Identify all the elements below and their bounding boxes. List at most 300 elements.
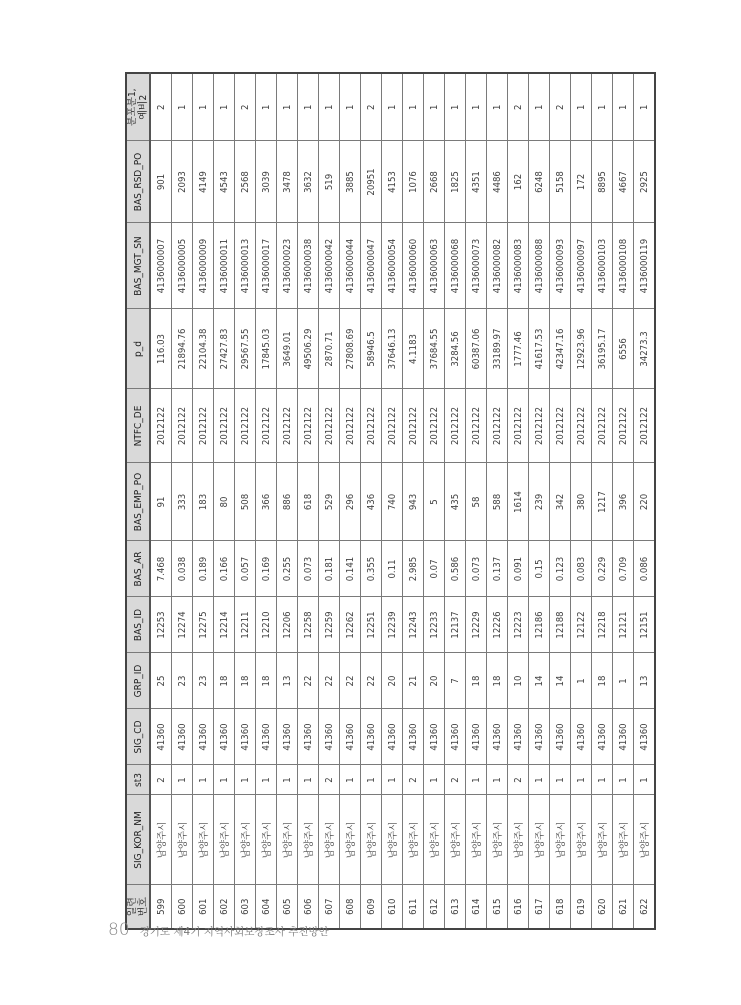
table-cell: 5 [424,463,445,541]
table-cell: 남양주시 [613,795,634,885]
table-cell: 1 [277,73,298,141]
table-cell: 34273.3 [634,309,656,389]
table-row [172,73,193,929]
table-cell: 4136000047 [361,223,382,309]
table-cell: 23 [193,653,214,709]
table-cell: 619 [571,885,592,929]
table-cell: 2 [235,73,256,141]
table-cell: 0.11 [382,541,403,597]
table-cell: 18 [592,653,613,709]
table-cell: 12229 [466,597,487,653]
table-cell: 4136000119 [634,223,656,309]
table-cell: 33189.97 [487,309,508,389]
table-cell: 1 [193,73,214,141]
table-cell: 1825 [445,141,466,223]
table-cell: 599 [150,885,172,929]
table-cell: 41360 [382,709,403,765]
table-cell: 2012122 [340,389,361,463]
table-cell: 4136000005 [172,223,193,309]
table-cell: 37646.13 [382,309,403,389]
table-cell: 남양주시 [424,795,445,885]
table-cell: 0.189 [193,541,214,597]
table-cell: 1 [319,73,340,141]
table-cell: 2 [508,765,529,795]
table-cell: 529 [319,463,340,541]
table-cell: 4486 [487,141,508,223]
table-cell: 4136000082 [487,223,508,309]
table-cell: 1 [277,765,298,795]
column-header: SIG_CD [126,709,150,765]
table-cell: 620 [592,885,613,929]
table-cell: 1 [613,765,634,795]
table-cell: 1 [298,73,319,141]
table-cell: 2 [403,765,424,795]
rotated-table-container [125,74,651,930]
table-cell: 1 [487,765,508,795]
table-row [256,73,277,929]
table-cell: 0.255 [277,541,298,597]
table-cell: 14 [529,653,550,709]
table-cell: 남양주시 [529,795,550,885]
table-cell: 12275 [193,597,214,653]
table-cell: 1777.46 [508,309,529,389]
table-cell: 342 [550,463,571,541]
table-cell: 1 [172,765,193,795]
table-cell: 2668 [424,141,445,223]
table-cell: 41360 [487,709,508,765]
table-row [382,73,403,929]
table-cell: 41360 [466,709,487,765]
table-cell: 2012122 [235,389,256,463]
table-row [571,73,592,929]
table-cell: 2 [361,73,382,141]
table-cell: 7.468 [150,541,172,597]
table-cell: 1 [571,765,592,795]
table-cell: 604 [256,885,277,929]
table-cell: 0.038 [172,541,193,597]
table-cell: 4136000073 [466,223,487,309]
table-cell: 남양주시 [319,795,340,885]
column-header: GRP_ID [126,653,150,709]
column-header: BAS_AR [126,541,150,597]
table-cell: 617 [529,885,550,929]
table-cell: 616 [508,885,529,929]
table-cell: 1 [340,73,361,141]
table-cell: 239 [529,463,550,541]
table-cell: 7 [445,653,466,709]
table-cell: 13 [277,653,298,709]
column-header: 일련 번호 [126,885,150,929]
table-cell: 12210 [256,597,277,653]
table-cell: 41360 [634,709,656,765]
table-cell: 22104.38 [193,309,214,389]
table-cell: 60387.06 [466,309,487,389]
table-cell: 2012122 [571,389,592,463]
table-cell: 12923.96 [571,309,592,389]
table-cell: 1 [613,653,634,709]
table-cell: 588 [487,463,508,541]
table-cell: 2012122 [382,389,403,463]
table-cell: 4136000011 [214,223,235,309]
table-cell: 91 [150,463,172,541]
table-cell: 621 [613,885,634,929]
table-cell: 2012122 [592,389,613,463]
table-cell: 607 [319,885,340,929]
table-cell: 2012122 [424,389,445,463]
table-cell: 1 [550,765,571,795]
table-cell: 508 [235,463,256,541]
table-cell: 622 [634,885,656,929]
table-cell: 609 [361,885,382,929]
table-cell: 220 [634,463,656,541]
table-cell: 1 [214,73,235,141]
table-cell: 4136000009 [193,223,214,309]
table-cell: 886 [277,463,298,541]
table-cell: 41360 [613,709,634,765]
table-cell: 0.586 [445,541,466,597]
table-cell: 12218 [592,597,613,653]
table-cell: 22 [340,653,361,709]
table-cell: 12251 [361,597,382,653]
table-row [403,73,424,929]
column-header: BAS_ID [126,597,150,653]
table-cell: 1 [634,73,656,141]
table-cell: 2012122 [466,389,487,463]
table-cell: 4136000023 [277,223,298,309]
table-cell: 20 [382,653,403,709]
table-cell: 1 [592,73,613,141]
table-cell: 1 [298,765,319,795]
table-cell: 41360 [340,709,361,765]
table-row [319,73,340,929]
table-cell: 0.07 [424,541,445,597]
table-cell: 2 [508,73,529,141]
table-cell: 614 [466,885,487,929]
table-cell: 남양주시 [508,795,529,885]
table-cell: 2012122 [613,389,634,463]
table-cell: 1 [634,765,656,795]
table-cell: 20 [424,653,445,709]
table-cell: 21894.76 [172,309,193,389]
table-cell: 남양주시 [256,795,277,885]
table-cell: 2012122 [298,389,319,463]
table-cell: 12262 [340,597,361,653]
table-cell: 4136000103 [592,223,613,309]
table-cell: 12233 [424,597,445,653]
table-cell: 남양주시 [172,795,193,885]
table-row [445,73,466,929]
table-cell: 12274 [172,597,193,653]
table-cell: 1 [424,765,445,795]
table-cell: 2093 [172,141,193,223]
table-cell: 27808.69 [340,309,361,389]
table-cell: 2012122 [508,389,529,463]
table-cell: 1 [256,73,277,141]
table-cell: 0.181 [319,541,340,597]
table-cell: 남양주시 [571,795,592,885]
table-row [214,73,235,929]
table-cell: 22 [319,653,340,709]
table-cell: 1 [172,73,193,141]
table-cell: 22 [361,653,382,709]
table-row [487,73,508,929]
table-cell: 41360 [550,709,571,765]
table-cell: 41360 [277,709,298,765]
table-cell: 0.355 [361,541,382,597]
table-cell: 1 [361,765,382,795]
table-cell: 남양주시 [298,795,319,885]
table-cell: 2870.71 [319,309,340,389]
table-cell: 2012122 [172,389,193,463]
table-cell: 20951 [361,141,382,223]
table-cell: 18 [256,653,277,709]
table-cell: 5158 [550,141,571,223]
table-cell: 1 [382,765,403,795]
table-cell: 4136000017 [256,223,277,309]
table-cell: 18 [487,653,508,709]
table-body [150,73,655,929]
table-cell: 605 [277,885,298,929]
table-cell: 601 [193,885,214,929]
table-cell: 12122 [571,597,592,653]
table-cell: 2925 [634,141,656,223]
table-cell: 37684.55 [424,309,445,389]
table-cell: 603 [235,885,256,929]
table-cell: 4136000088 [529,223,550,309]
table-cell: 6248 [529,141,550,223]
table-cell: 남양주시 [193,795,214,885]
table-cell: 901 [150,141,172,223]
table-cell: 42347.16 [550,309,571,389]
table-cell: 남양주시 [466,795,487,885]
table-cell: 366 [256,463,277,541]
table-cell: 3632 [298,141,319,223]
table-cell: 41360 [403,709,424,765]
table-cell: 4136000038 [298,223,319,309]
table-cell: 2012122 [529,389,550,463]
column-header: st3 [126,765,150,795]
table-cell: 남양주시 [340,795,361,885]
table-cell: 0.091 [508,541,529,597]
table-cell: 612 [424,885,445,929]
column-header: BAS_MGT_SN [126,223,150,309]
table-cell: 1076 [403,141,424,223]
table-cell: 21 [403,653,424,709]
table-cell: 0.166 [214,541,235,597]
table-cell: 4543 [214,141,235,223]
table-cell: 41360 [193,709,214,765]
table-cell: 41360 [235,709,256,765]
table-cell: 12121 [613,597,634,653]
table-cell: 25 [150,653,172,709]
table-row [150,73,172,929]
table-cell: 41360 [256,709,277,765]
table-cell: 남양주시 [361,795,382,885]
table-cell: 12253 [150,597,172,653]
table-cell: 4.1183 [403,309,424,389]
table-cell: 0.086 [634,541,656,597]
table-cell: 41360 [319,709,340,765]
table-cell: 3039 [256,141,277,223]
table-cell: 4136000108 [613,223,634,309]
table-cell: 943 [403,463,424,541]
table-cell: 41360 [214,709,235,765]
column-header: BAS_EMP_PO [126,463,150,541]
table-cell: 29567.55 [235,309,256,389]
table-cell: 12211 [235,597,256,653]
table-cell: 4149 [193,141,214,223]
table-cell: 1 [529,73,550,141]
table-cell: 611 [403,885,424,929]
column-header: SIG_KOR_NM [126,795,150,885]
table-cell: 12151 [634,597,656,653]
table-cell: 남양주시 [150,795,172,885]
table-cell: 602 [214,885,235,929]
table-cell: 333 [172,463,193,541]
table-cell: 4136000054 [382,223,403,309]
table-cell: 606 [298,885,319,929]
table-row [508,73,529,929]
table-cell: 2 [550,73,571,141]
table-cell: 4351 [466,141,487,223]
table-cell: 0.169 [256,541,277,597]
table-cell: 618 [550,885,571,929]
table-cell: 2 [319,765,340,795]
table-cell: 4136000097 [571,223,592,309]
table-cell: 3649.01 [277,309,298,389]
table-cell: 18 [214,653,235,709]
table-cell: 4136000007 [150,223,172,309]
table-cell: 0.709 [613,541,634,597]
table-cell: 1 [445,73,466,141]
page-number: 80 [108,920,130,940]
table-cell: 41360 [529,709,550,765]
table-cell: 2012122 [256,389,277,463]
table-row [340,73,361,929]
table-cell: 1 [235,765,256,795]
table-cell: 4136000044 [340,223,361,309]
table-cell: 2.985 [403,541,424,597]
footer-title: 경기도 제4기 지역사회보장조사 추진방안 [139,926,329,938]
table-cell: 1 [403,73,424,141]
table-cell: 41360 [298,709,319,765]
table-cell: 2012122 [277,389,298,463]
table-cell: 0.123 [550,541,571,597]
table-cell: 8895 [592,141,613,223]
table-cell: 18 [466,653,487,709]
table-row [592,73,613,929]
column-header: p_d [126,309,150,389]
table-cell: 4667 [613,141,634,223]
table-row [529,73,550,929]
table-cell: 22 [298,653,319,709]
table-cell: 1 [466,765,487,795]
table-cell: 3885 [340,141,361,223]
table-cell: 14 [550,653,571,709]
table-cell: 남양주시 [550,795,571,885]
table-cell: 2012122 [550,389,571,463]
table-header-row [126,73,150,929]
table-cell: 남양주시 [634,795,656,885]
table-cell: 12258 [298,597,319,653]
table-cell: 1 [613,73,634,141]
table-cell: 380 [571,463,592,541]
table-cell: 2012122 [361,389,382,463]
table-cell: 1217 [592,463,613,541]
table-cell: 610 [382,885,403,929]
table-cell: 12239 [382,597,403,653]
column-header: NTFC_DE [126,389,150,463]
table-cell: 396 [613,463,634,541]
table-cell: 4136000013 [235,223,256,309]
table-cell: 4153 [382,141,403,223]
table-cell: 4136000083 [508,223,529,309]
table-cell: 435 [445,463,466,541]
table-cell: 1 [592,765,613,795]
table-cell: 3284.56 [445,309,466,389]
table-cell: 2012122 [403,389,424,463]
table-cell: 0.083 [571,541,592,597]
table-row [634,73,656,929]
table-cell: 2012122 [319,389,340,463]
table-cell: 0.141 [340,541,361,597]
table-cell: 0.073 [298,541,319,597]
table-cell: 12243 [403,597,424,653]
table-cell: 1 [466,73,487,141]
table-cell: 600 [172,885,193,929]
table-cell: 608 [340,885,361,929]
table-cell: 남양주시 [592,795,613,885]
table-cell: 4136000068 [445,223,466,309]
table-cell: 27427.83 [214,309,235,389]
table-row [361,73,382,929]
table-cell: 0.057 [235,541,256,597]
table-cell: 41360 [445,709,466,765]
table-cell: 2568 [235,141,256,223]
table-cell: 남양주시 [214,795,235,885]
table-cell: 1 [256,765,277,795]
column-header: BAS_RSD_PO [126,141,150,223]
table-cell: 41617.53 [529,309,550,389]
table-cell: 12188 [550,597,571,653]
table-cell: 1 [340,765,361,795]
table-row [466,73,487,929]
table-cell: 남양주시 [235,795,256,885]
table-cell: 0.229 [592,541,613,597]
table-cell: 1 [529,765,550,795]
table-cell: 58 [466,463,487,541]
table-cell: 4136000093 [550,223,571,309]
table-cell: 436 [361,463,382,541]
table-cell: 1 [487,73,508,141]
table-cell: 12223 [508,597,529,653]
table-cell: 남양주시 [487,795,508,885]
table-cell: 4136000063 [424,223,445,309]
table-cell: 남양주시 [382,795,403,885]
column-header: 분포분1, 예비2 [126,73,150,141]
table-cell: 41360 [424,709,445,765]
table-cell: 41360 [361,709,382,765]
table-cell: 13 [634,653,656,709]
table-cell: 1 [571,653,592,709]
table-cell: 80 [214,463,235,541]
table-row [298,73,319,929]
table-cell: 17845.03 [256,309,277,389]
table-row [235,73,256,929]
table-cell: 0.137 [487,541,508,597]
table-cell: 41360 [508,709,529,765]
table-cell: 남양주시 [403,795,424,885]
